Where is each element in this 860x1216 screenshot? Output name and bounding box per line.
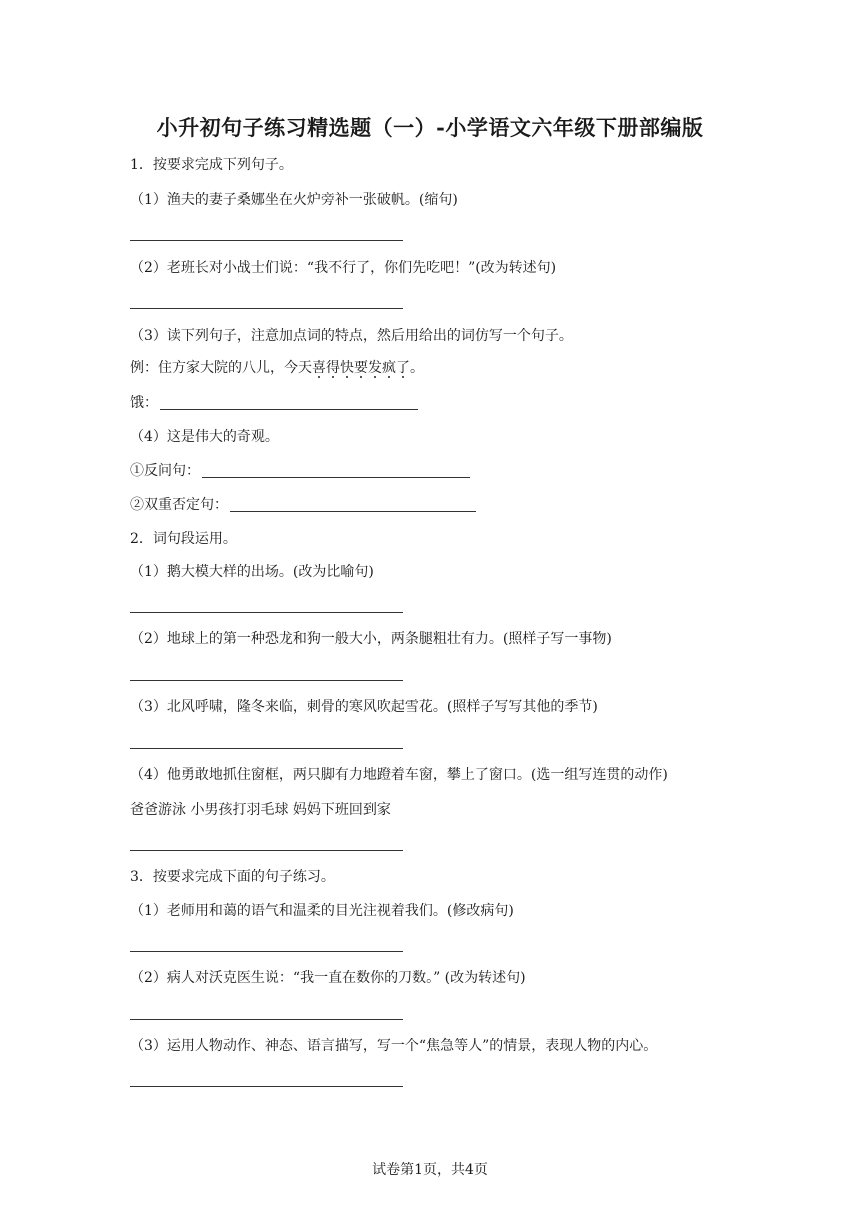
page-title: 小升初句子练习精选题（一）-小学语文六年级下册部编版 bbox=[156, 115, 704, 140]
page-footer: 试卷第1页，共4页 bbox=[372, 1162, 488, 1178]
q2-part1: （1）鹅大模大样的出场。(改为比喻句) bbox=[130, 564, 374, 580]
example-suffix: 。 bbox=[410, 360, 424, 376]
q3-part3-answer-line[interactable] bbox=[130, 1086, 403, 1087]
q1-heading: 1．按要求完成下列句子。 bbox=[130, 157, 293, 173]
rhetorical-answer-blank[interactable] bbox=[202, 477, 470, 478]
q2-options: 爸爸游泳 小男孩打羽毛球 妈妈下班回到家 bbox=[130, 802, 391, 818]
q3-part3: （3）运用人物动作、神态、语言描写，写一个“焦急等人”的情景，表现人物的内心。 bbox=[130, 1038, 658, 1054]
double-negative-answer-blank[interactable] bbox=[230, 511, 476, 512]
q3-part2: （2）病人对沃克医生说：“我一直在数你的刀数。” (改为转述句) bbox=[130, 970, 526, 986]
q1-part1-answer-line[interactable] bbox=[130, 240, 403, 241]
q1-hunger-row bbox=[130, 394, 418, 412]
q2-part3-answer-line[interactable] bbox=[130, 748, 403, 749]
q1-part2-answer-line[interactable] bbox=[130, 308, 403, 309]
q1-part3: （3）读下列句子，注意加点词的特点，然后用给出的词仿写一个句子。 bbox=[130, 328, 573, 344]
q1-example bbox=[130, 359, 424, 377]
emphasis-dots bbox=[312, 376, 410, 380]
rhetorical-label: ①反问句： bbox=[130, 463, 200, 479]
q1-part1: （1）渔夫的妻子桑娜坐在火炉旁补一张破帆。(缩句) bbox=[130, 192, 458, 208]
example-prefix: 例：住方家大院的八儿，今天 bbox=[130, 360, 312, 376]
q2-part4-answer-line[interactable] bbox=[130, 850, 403, 851]
q2-part3: （3）北风呼啸，隆冬来临，刺骨的寒风吹起雪花。(照样子写写其他的季节) bbox=[130, 699, 598, 715]
q3-part2-answer-line[interactable] bbox=[130, 1019, 403, 1020]
q1-rhetorical-row bbox=[130, 462, 470, 480]
q2-part4: （4）他勇敢地抓住窗框，两只脚有力地蹬着车窗，攀上了窗口。(选一组写连贯的动作) bbox=[130, 767, 668, 783]
q3-part1-answer-line[interactable] bbox=[130, 951, 403, 952]
q3-part1: （1）老师用和蔼的语气和温柔的目光注视着我们。(修改病句) bbox=[130, 903, 514, 919]
example-dotted-words: 喜得快要发疯了 bbox=[312, 360, 410, 376]
q2-heading: 2．词句段运用。 bbox=[130, 531, 237, 547]
q2-part2: （2）地球上的第一种恐龙和狗一般大小，两条腿粗壮有力。(照样子写一事物) bbox=[130, 631, 612, 647]
q2-part1-answer-line[interactable] bbox=[130, 612, 403, 613]
q1-double-negative-row bbox=[130, 496, 476, 514]
hunger-label: 饿： bbox=[130, 395, 158, 411]
q1-part2: （2）老班长对小战士们说：“我不行了，你们先吃吧！”(改为转述句) bbox=[130, 260, 557, 276]
q3-heading: 3．按要求完成下面的句子练习。 bbox=[130, 869, 335, 885]
double-negative-label: ②双重否定句： bbox=[130, 497, 228, 513]
hunger-answer-blank[interactable] bbox=[160, 409, 418, 410]
q1-part4: （4）这是伟大的奇观。 bbox=[130, 429, 279, 445]
q2-part2-answer-line[interactable] bbox=[130, 680, 403, 681]
